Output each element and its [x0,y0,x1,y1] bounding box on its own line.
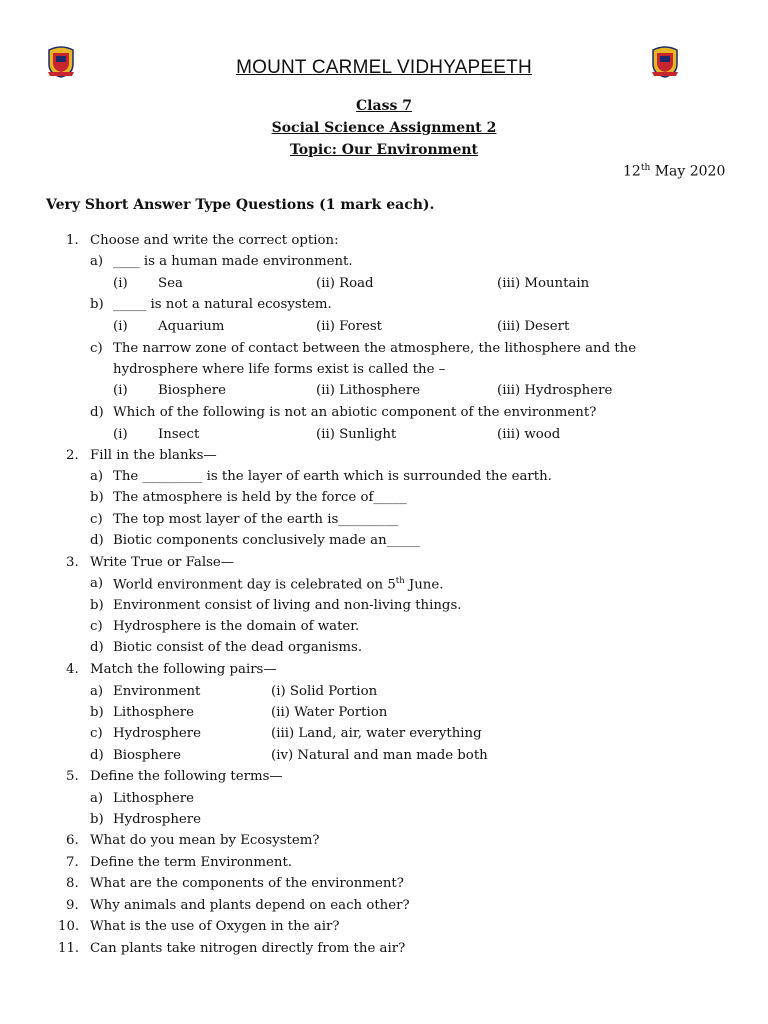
sub-question: The top most layer of the earth is_________ [113,512,399,527]
option: (iii) wood [497,427,561,442]
sub-letter: c) [90,726,103,741]
sub-letter: c) [90,619,103,634]
sub-letter: b) [90,812,104,827]
option: (iii) Desert [497,319,570,334]
sub-letter: a) [90,576,104,591]
sub-question: World environment day is celebrated on 5th June. [113,576,444,593]
question-number: 1. [66,233,79,248]
topic-line: Topic: Our Environment [289,142,478,158]
match-right: (ii) Water Portion [271,705,388,720]
question-text: What is the use of Oxygen in the air? [90,919,340,934]
option: Aquarium [158,319,225,334]
sub-letter: c) [90,341,103,356]
question-number: 6. [66,833,79,848]
sub-question: The _________ is the layer of earth which is surrounded the earth. [113,469,552,484]
question-text: Why animals and plants depend on each other? [90,898,410,913]
sub-letter: d) [90,640,104,655]
sub-question: Which of the following is not an abiotic component of the environment? [113,405,597,420]
sub-letter: d) [90,533,104,548]
sub-letter: a) [90,684,104,699]
sub-question: The narrow zone of contact between the atmosphere, the lithosphere and the [113,341,637,356]
question-number: 5. [66,769,79,784]
sub-question: Environment consist of living and non-living things. [113,598,462,613]
sub-letter: a) [90,791,104,806]
option: (ii) Forest [316,319,383,334]
sub-letter: a) [90,254,104,269]
question-text: Can plants take nitrogen directly from the air? [90,941,406,956]
option: Insect [158,427,200,442]
question-number: 3. [66,555,79,570]
section-title: Very Short Answer Type Questions (1 mark each). [46,197,435,213]
question-number: 4. [66,662,79,677]
sub-question: _____ is not a natural ecosystem. [113,297,332,312]
question-text: What are the components of the environment? [90,876,404,891]
sub-letter: a) [90,469,104,484]
question-number: 2. [66,448,79,463]
assignment-title: Social Science Assignment 2 [271,120,497,136]
sub-question: The atmosphere is held by the force of_____ [113,490,407,505]
option-number: (i) [113,319,128,334]
option: (ii) Lithosphere [316,383,421,398]
date: 12th May 2020 [623,163,726,180]
question-number: 7. [66,855,79,870]
match-right: (iii) Land, air, water everything [271,726,482,741]
option-number: (i) [113,383,128,398]
option-number: (i) [113,276,128,291]
question-number: 9. [66,898,79,913]
match-right: (iv) Natural and man made both [271,748,488,763]
match-left: Lithosphere [113,705,194,720]
question-text: What do you mean by Ecosystem? [90,833,320,848]
sub-question: ____ is a human made environment. [113,254,353,269]
option-number: (i) [113,427,128,442]
sub-question: Biotic consist of the dead organisms. [113,640,363,655]
question-text: Define the term Environment. [90,855,293,870]
question-number: 8. [66,876,79,891]
option: (iii) Hydrosphere [497,383,613,398]
sub-letter: b) [90,598,104,613]
match-left: Biosphere [113,748,182,763]
question-text: Choose and write the correct option: [90,233,339,248]
sub-letter: b) [90,490,104,505]
sub-letter: c) [90,512,103,527]
sub-question: Lithosphere [113,791,194,806]
option: (iii) Mountain [497,276,590,291]
question-number: 11. [58,941,80,956]
option: Sea [158,276,183,291]
sub-question: Hydrosphere is the domain of water. [113,619,360,634]
match-left: Environment [113,684,201,699]
question-text: Match the following pairs— [90,662,277,677]
sub-letter: d) [90,748,104,763]
match-right: (i) Solid Portion [271,684,378,699]
sub-letter: d) [90,405,104,420]
question-text: Define the following terms— [90,769,283,784]
sub-question: Biotic components conclusively made an_____ [113,533,420,548]
sub-question-continued: hydrosphere where life forms exist is called the – [113,362,446,377]
sub-letter: b) [90,705,104,720]
question-number: 10. [58,919,80,934]
question-text: Fill in the blanks— [90,448,217,463]
question-text: Write True or False— [90,555,235,570]
option: (ii) Road [316,276,374,291]
sub-question: Hydrosphere [113,812,201,827]
option: Biosphere [158,383,227,398]
class-line: Class 7 [356,98,412,114]
school-name: MOUNT CARMEL VIDHYAPEETH [236,57,532,78]
sub-letter: b) [90,297,104,312]
match-left: Hydrosphere [113,726,201,741]
option: (ii) Sunlight [316,427,397,442]
